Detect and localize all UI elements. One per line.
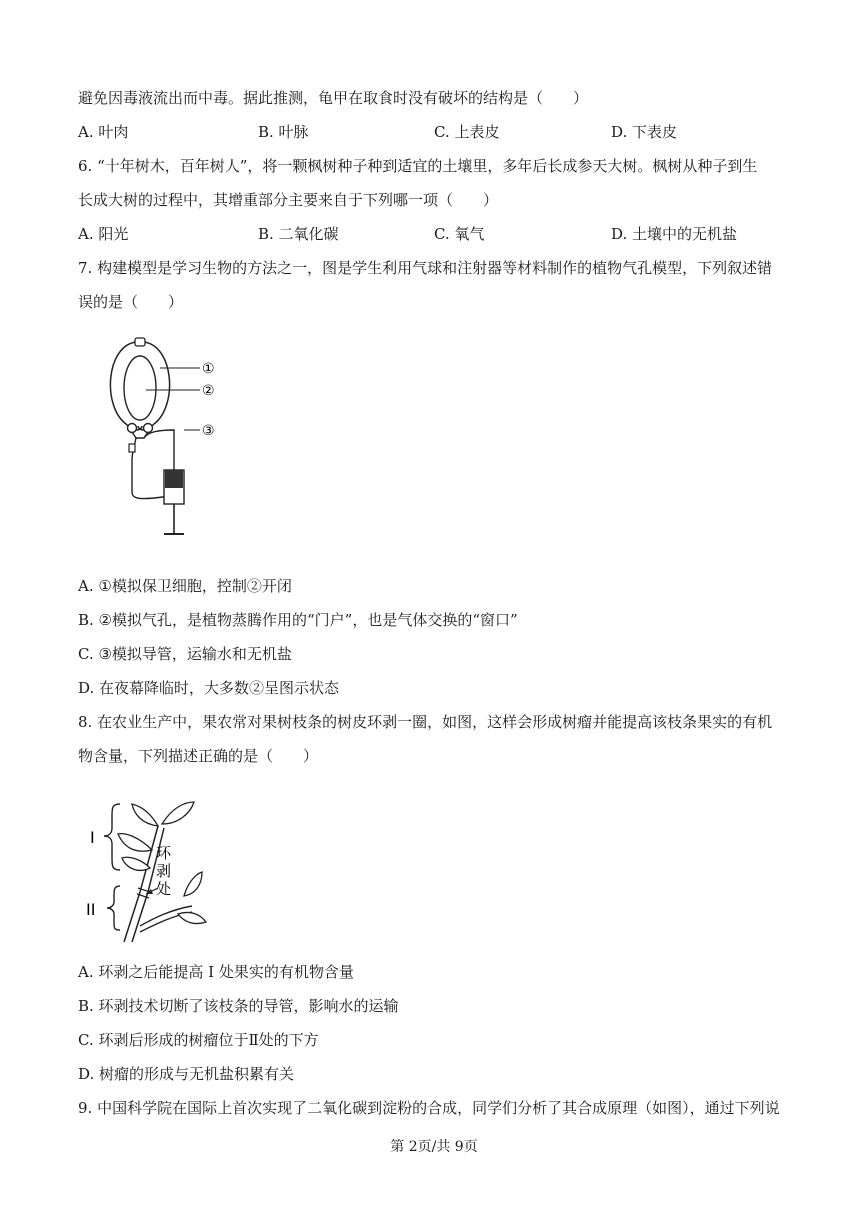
- brace-upper: [104, 804, 120, 870]
- q5-option-d: D. 下表皮: [611, 123, 678, 141]
- q7-stem-line1: 7. 构建模型是学习生物的方法之一，图是学生利用气球和注射器等材料制作的植物气孔模型，下列叙述错: [78, 259, 773, 277]
- q9-stem-line1: 9. 中国科学院在国际上首次实现了二氧化碳到淀粉的合成，同学们分析了其合成原理（如图），通过下列说: [78, 1099, 780, 1117]
- q8-option-c: C. 环剥后形成的树瘤位于Ⅱ处的下方: [78, 1031, 319, 1049]
- q6-option-b: B. 二氧化碳: [258, 225, 339, 243]
- leaf-mid-left: [118, 834, 152, 852]
- q8-stem-line1: 8. 在农业生产中，果农常对果树枝条的树皮环剥一圈，如图，这样会形成树瘤并能提高该枝条果实的有机: [78, 713, 773, 731]
- q7-option-b: B. ②模拟气孔，是植物蒸腾作用的“门户”，也是气体交换的“窗口”: [78, 611, 518, 629]
- q6-stem-line1: 6. “十年树木，百年树人”，将一颗枫树种子种到适宜的土壤里，多年后长成参天大树。枫树从种子到生: [78, 157, 758, 175]
- leaf-top-left: [132, 804, 158, 826]
- q5-option-c: C. 上表皮: [434, 123, 500, 141]
- leaf-top-right: [162, 802, 194, 824]
- page-footer: 第 2页/共 9页: [390, 1139, 478, 1155]
- cut-label-char-2: 剥: [156, 862, 172, 880]
- region-label-lower: II: [86, 900, 96, 919]
- guard-cell-right-outline: [138, 342, 170, 430]
- leaf-side-lower: [178, 912, 206, 923]
- leaf-side-upper: [184, 872, 202, 896]
- q8-stem-line2: 物含量，下列描述正确的是（ ）: [78, 747, 319, 765]
- stomata-model-figure: [98, 336, 238, 542]
- q6-option-a: A. 阳光: [78, 225, 129, 243]
- q7-option-d: D. 在夜幕降临时，大多数②呈图示状态: [78, 679, 340, 697]
- q8-option-b: B. 环剥技术切断了该枝条的导管，影响水的运输: [78, 997, 399, 1015]
- label-3: ③: [202, 423, 215, 439]
- q7-option-c: C. ③模拟导管，运输水和无机盐: [78, 645, 292, 663]
- tube-right: [144, 430, 174, 466]
- q8-option-a: A. 环剥之后能提高 I 处果实的有机物含量: [78, 963, 354, 981]
- brace-lower: [107, 886, 120, 930]
- cut-label-char-3: 处: [156, 880, 172, 898]
- q6-option-c: C. 氧气: [434, 225, 485, 243]
- cut-label-char-1: 环: [156, 844, 172, 862]
- q7-option-a: A. ①模拟保卫细胞，控制②开闭: [78, 577, 292, 595]
- label-2: ②: [202, 383, 215, 399]
- q6-option-d: D. 土壤中的无机盐: [611, 225, 738, 243]
- syringe-liquid: [165, 470, 183, 488]
- stoma-opening-outline: [124, 356, 156, 420]
- q7-stem-line2: 误的是（ ）: [78, 293, 184, 311]
- leaf-low-left: [122, 857, 150, 870]
- q5-option-a: A. 叶肉: [78, 123, 129, 141]
- region-label-upper: I: [90, 828, 95, 847]
- q8-option-d: D. 树瘤的形成与无机盐积累有关: [78, 1065, 295, 1083]
- q6-stem-line2: 长成大树的过程中，其增重部分主要来自于下列哪一项（ ）: [78, 191, 499, 209]
- q5-option-b: B. 叶脉: [258, 123, 309, 141]
- girdling-branch-figure: [80, 796, 210, 944]
- guard-cell-left-outline: [110, 342, 142, 430]
- q5-text-line: 避免因毒液流出而中毒。据此推测，龟甲在取食时没有破坏的结构是（ ）: [78, 89, 589, 107]
- label-1: ①: [202, 361, 215, 377]
